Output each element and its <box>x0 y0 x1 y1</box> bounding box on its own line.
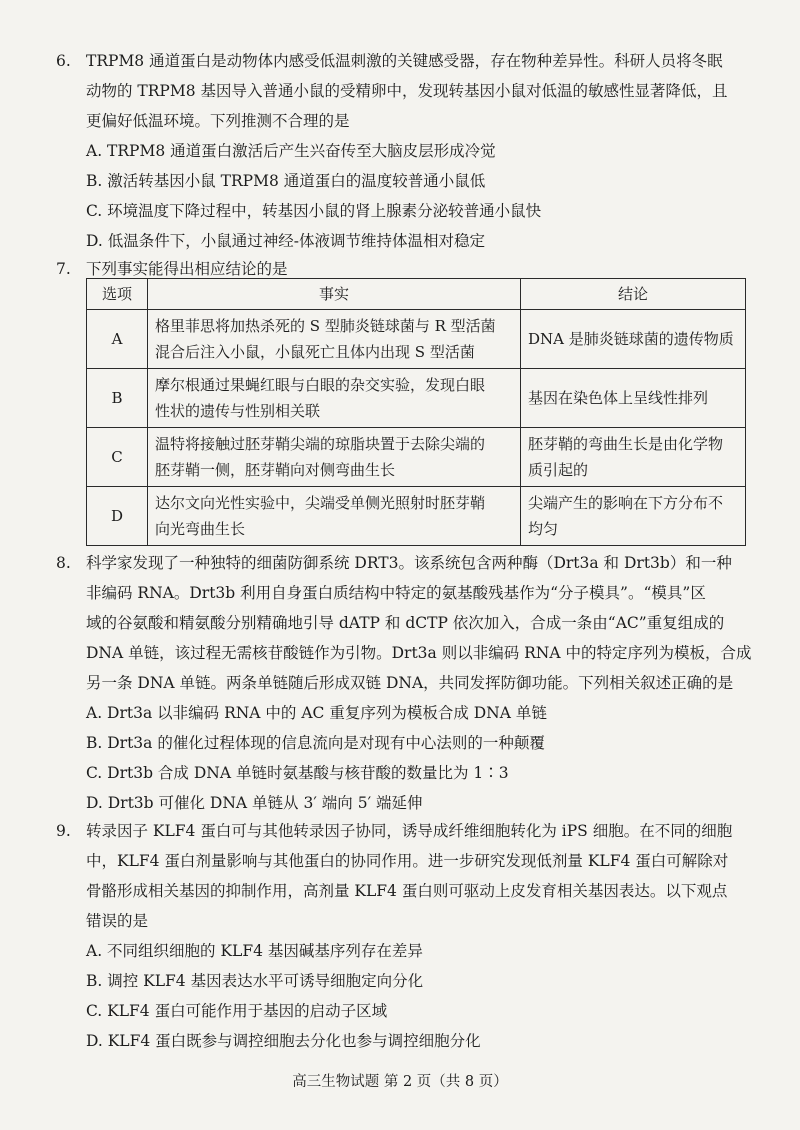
question-stem-line: 动物的 TRPM8 基因导入普通小鼠的受精卵中，发现转基因小鼠对低温的敏感性显著降低，且 <box>86 82 728 100</box>
question-stem-line: DNA 单链，该过程无需核苷酸链作为引物。Drt3a 则以非编码 RNA 中的特定序列为模板，合成 <box>86 644 752 662</box>
option-c: C. KLF4 蛋白可能作用于基因的启动子区域 <box>86 1002 388 1020</box>
cell-line: 摩尔根通过果蝇红眼与白眼的杂交实验，发现白眼 <box>155 376 486 394</box>
cell-line: 达尔文向光性实验中，尖端受单侧光照射时胚芽鞘 <box>155 494 486 512</box>
table-cell-option: B <box>87 369 148 428</box>
table-row <box>87 310 746 369</box>
table-row <box>87 369 746 428</box>
table-cell-conclusion <box>521 310 746 369</box>
option-d: D. 低温条件下，小鼠通过神经-体液调节维持体温相对稳定 <box>86 232 485 250</box>
cell-line: 质引起的 <box>528 461 589 479</box>
cell-line: 向光弯曲生长 <box>155 520 246 538</box>
option-a: A. 不同组织细胞的 KLF4 基因碱基序列存在差异 <box>86 942 423 960</box>
question-stem-line: 非编码 RNA。Drt3b 利用自身蛋白质结构中特定的氨基酸残基作为“分子模具”。“模具”区 <box>86 584 706 602</box>
table-cell-fact <box>148 310 521 369</box>
option-c: C. 环境温度下降过程中，转基因小鼠的肾上腺素分泌较普通小鼠快 <box>86 202 542 220</box>
cell-line: 均匀 <box>528 520 559 538</box>
option-d: D. Drt3b 可催化 DNA 单链从 3′ 端向 5′ 端延伸 <box>86 794 423 812</box>
question-number: 6. <box>56 52 71 70</box>
cell-line: 胚芽鞘的弯曲生长是由化学物 <box>528 435 724 453</box>
question-number: 8. <box>56 554 71 572</box>
question-stem-line: 更偏好低温环境。下列推测不合理的是 <box>86 112 350 130</box>
question-stem-line: 中，KLF4 蛋白剂量影响与其他蛋白的协同作用。进一步研究发现低剂量 KLF4 蛋白可解除对 <box>86 852 729 870</box>
question-number: 7. <box>56 260 71 278</box>
cell-line: 尖端产生的影响在下方分布不 <box>528 494 724 512</box>
option-a: A. TRPM8 通道蛋白激活后产生兴奋传至大脑皮层形成冷觉 <box>86 142 496 160</box>
question-stem-line: 错误的是 <box>86 912 149 930</box>
table-cell-fact <box>148 369 521 428</box>
question-stem-line: 下列事实能得出相应结论的是 <box>86 260 288 278</box>
option-c: C. Drt3b 合成 DNA 单链时氨基酸与核苷酸的数量比为 1∶3 <box>86 764 509 782</box>
option-a: A. Drt3a 以非编码 RNA 中的 AC 重复序列为模板合成 DNA 单链 <box>86 704 547 722</box>
question-stem-line: 科学家发现了一种独特的细菌防御系统 DRT3。该系统包含两种酶（Drt3a 和 Drt3b）和一种 <box>86 554 732 572</box>
option-b: B. Drt3a 的催化过程体现的信息流向是对现有中心法则的一种颠覆 <box>86 734 545 752</box>
question-number: 9. <box>56 822 71 840</box>
table-cell-option: A <box>87 310 148 369</box>
cell-line: 基因在染色体上呈线性排列 <box>528 389 709 407</box>
page-footer: 高三生物试题 第 2 页（共 8 页） <box>292 1074 508 1090</box>
question-stem-line: 另一条 DNA 单链。两条单链随后形成双链 DNA，共同发挥防御功能。下列相关叙述正确的是 <box>86 674 734 692</box>
table-row <box>87 428 746 487</box>
option-d: D. KLF4 蛋白既参与调控细胞去分化也参与调控细胞分化 <box>86 1032 481 1050</box>
table-header: 选项 <box>87 279 148 310</box>
question-stem-line: 域的谷氨酸和精氨酸分别精确地引导 dATP 和 dCTP 依次加入，合成一条由“AC”重复组成的 <box>86 614 725 632</box>
table-cell-conclusion <box>521 428 746 487</box>
cell-line: 温特将接触过胚芽鞘尖端的琼脂块置于去除尖端的 <box>155 435 486 453</box>
table-header: 结论 <box>521 279 746 310</box>
table-header-row <box>87 279 746 310</box>
facts-table <box>86 278 746 546</box>
cell-line: 格里菲思将加热杀死的 S 型肺炎链球菌与 R 型活菌 <box>155 317 496 335</box>
table-cell-option: D <box>87 487 148 546</box>
cell-line: 胚芽鞘一侧，胚芽鞘向对侧弯曲生长 <box>155 461 396 479</box>
table-cell-conclusion <box>521 369 746 428</box>
question-stem-line: 骨骼形成相关基因的抑制作用，高剂量 KLF4 蛋白则可驱动上皮发育相关基因表达。以下观点 <box>86 882 728 900</box>
table-cell-fact <box>148 487 521 546</box>
table-cell-fact <box>148 428 521 487</box>
option-b: B. 激活转基因小鼠 TRPM8 通道蛋白的温度较普通小鼠低 <box>86 172 486 190</box>
option-b: B. 调控 KLF4 基因表达水平可诱导细胞定向分化 <box>86 972 424 990</box>
cell-line: 性状的遗传与性别相关联 <box>155 402 321 420</box>
table-header: 事实 <box>148 279 521 310</box>
question-stem-line: 转录因子 KLF4 蛋白可与其他转录因子协同，诱导成纤维细胞转化为 iPS 细胞。在不同的细胞 <box>86 822 733 840</box>
question-stem-line: TRPM8 通道蛋白是动物体内感受低温刺激的关键感受器，存在物种差异性。科研人员将冬眠 <box>86 52 723 70</box>
table-cell-option: C <box>87 428 148 487</box>
table-row <box>87 487 746 546</box>
cell-line: 混合后注入小鼠，小鼠死亡且体内出现 S 型活菌 <box>155 343 475 361</box>
cell-line: DNA 是肺炎链球菌的遗传物质 <box>528 330 734 348</box>
table-cell-conclusion <box>521 487 746 546</box>
